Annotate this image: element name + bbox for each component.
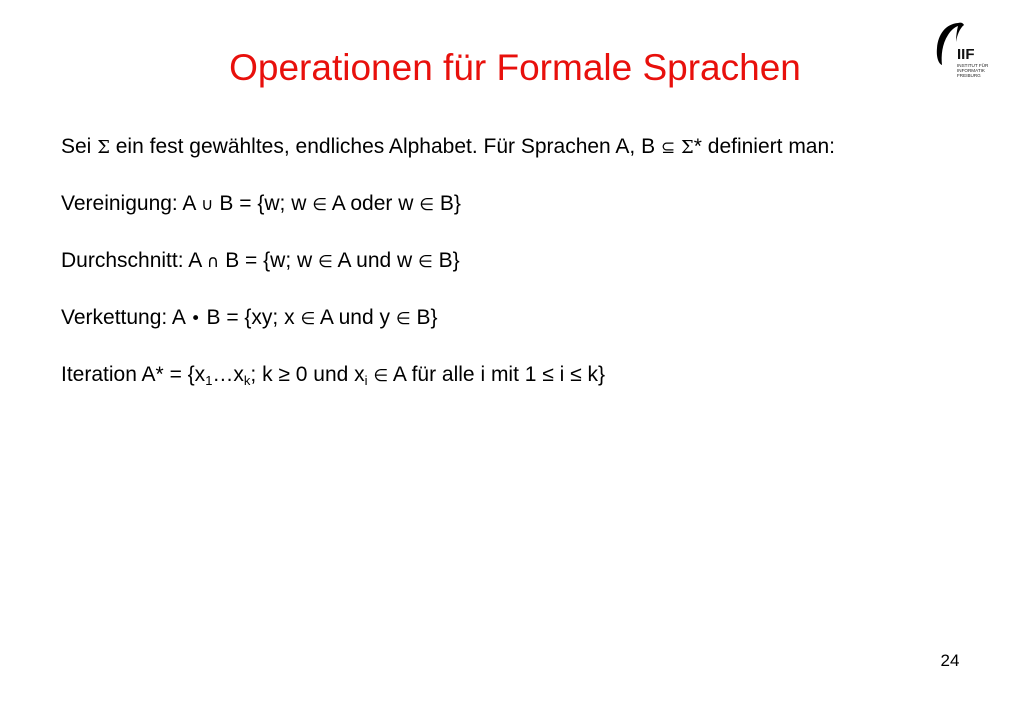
logo-letters: IIF (957, 46, 975, 63)
institute-logo (936, 22, 992, 82)
sigma-symbol: Σ (97, 137, 110, 158)
element-of-symbol: ∈ (373, 366, 389, 386)
iteration-definition: Iteration $A* = \{x_1\dots x_k$; k ≥ 0 und $x_i$ ∈ A für alle i mit 1 ≤ i ≤ k} (61, 363, 606, 388)
logo-text-line-3: FREIBURG (957, 73, 981, 79)
element-of-symbol: ∈ (418, 252, 433, 272)
intersection-definition: Durchschnitt: A ∩ B = {w; w ∈ A und w ∈ B} (61, 249, 460, 272)
logo-text (957, 63, 988, 79)
element-of-symbol: ∈ (395, 309, 411, 329)
intersection-symbol: ∩ (206, 252, 220, 272)
sigma-symbol: Σ (681, 137, 694, 158)
logo-text-line-2: INFORMATIK (957, 68, 985, 74)
union-symbol: ∪ (201, 195, 214, 215)
concatenation-definition: Verkettung: A • B = {xy; x ∈ A und y ∈ B} (61, 306, 438, 329)
slide-body (61, 131, 981, 416)
slide-title: Operationen für Formale Sprachen (229, 47, 801, 88)
element-of-symbol: ∈ (300, 309, 316, 329)
logo-text-line-1: INSTITUT FÜR (957, 63, 989, 68)
page-number: 24 (940, 651, 960, 670)
element-of-symbol: ∈ (312, 195, 328, 215)
concatenation-symbol: • (190, 309, 201, 329)
element-of-symbol: ∈ (317, 252, 333, 272)
union-definition: Vereinigung: A ∪ B = {w; w ∈ A oder w ∈ B} (61, 192, 461, 215)
element-of-symbol: ∈ (419, 195, 435, 215)
intro-paragraph: Sei Σ ein fest gewähltes, endliches Alphabet. Für Sprachen A, B ⊆ Σ* definiert man: (61, 135, 836, 158)
subset-symbol: ⊆ (660, 138, 676, 158)
